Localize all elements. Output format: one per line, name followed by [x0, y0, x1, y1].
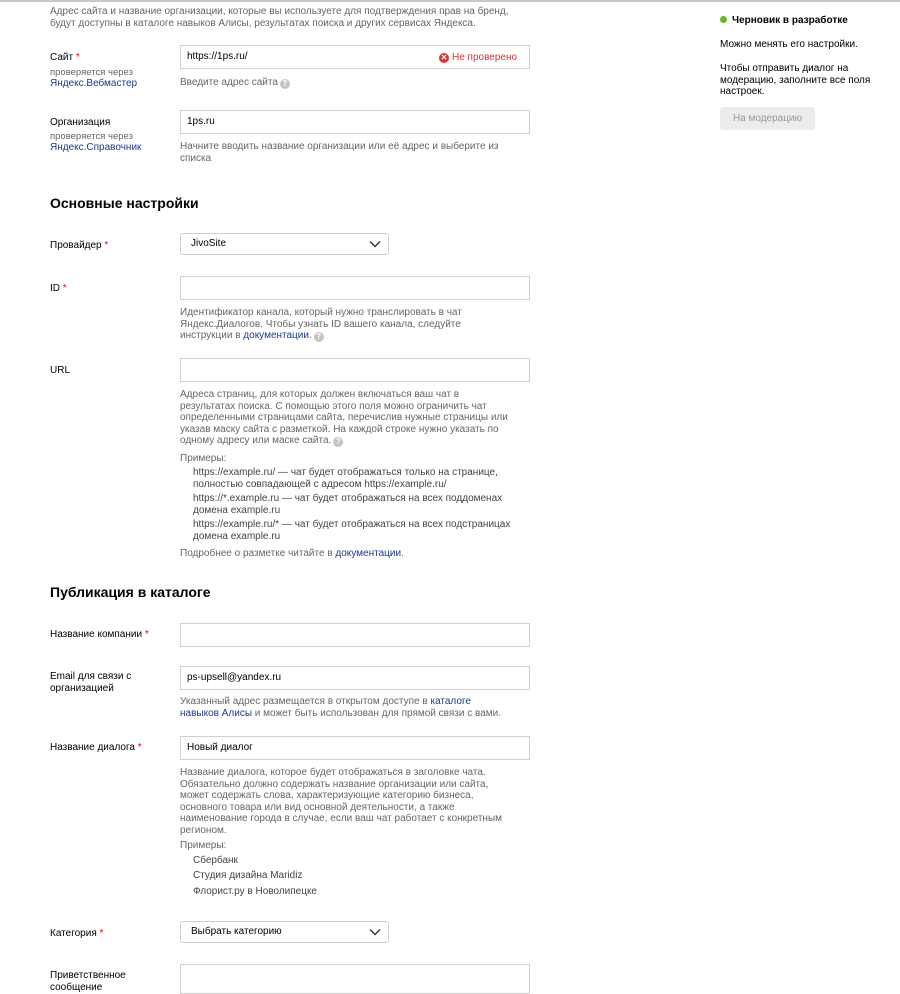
help-icon[interactable]: ? [333, 437, 343, 447]
section-title-catalog: Публикация в каталоге [50, 584, 211, 600]
site-label: Сайт * [50, 52, 80, 63]
greeting-label: Приветственное сообщение [50, 970, 126, 993]
email-label: Email для связи с организацией [50, 671, 132, 694]
help-icon[interactable]: ? [314, 332, 324, 342]
spravochnik-link[interactable]: Яндекс.Справочник [50, 142, 142, 153]
email-hint: Указанный адрес размещается в открытом доступе в каталоге навыков Алисы и может быть использован для прямой связи с вами. [180, 696, 502, 719]
chevron-down-icon [369, 928, 381, 936]
dialog-example: Сбербанк [193, 855, 238, 866]
markup-docs-link[interactable]: документации [335, 548, 402, 559]
provider-select[interactable]: JivoSite [180, 233, 389, 255]
draft-status: Черновик в разработке [720, 15, 848, 26]
id-label: ID * [50, 283, 67, 294]
section-title-basic: Основные настройки [50, 195, 199, 211]
webmaster-link[interactable]: Яндекс.Вебмастер [50, 78, 138, 89]
site-input[interactable]: https://1ps.ru/ [180, 45, 530, 69]
organization-hint: Начните вводить название организации или её адрес и выберите из списка [180, 141, 499, 164]
dialog-name-hint: Название диалога, которое будет отображаться в заголовке чата. Обязательно должно содержать название организации или сайта, может содержать слова, характеризующие категорию бизнеса, основного товара или вид основной деятельности, а также наименование города в случае, если ваш чат работает с конкретным регионом. [180, 767, 503, 836]
error-icon: ✕ [440, 53, 448, 62]
dialog-example: Студия дизайна Maridiz [193, 870, 303, 881]
help-icon[interactable]: ? [280, 79, 290, 89]
category-label: Категория * [50, 928, 104, 939]
url-examples-title: Примеры: [180, 453, 227, 464]
id-hint: Идентификатор канала, который нужно транслировать в чат Яндекс.Диалогов. Чтобы узнать ID вашего канала, следуйте инструкции в документации. ? [180, 307, 462, 341]
sidebar-moderation-note: Чтобы отправить диалог на модерацию, заполните все поля настроек. [720, 63, 871, 97]
site-hint: Введите адрес сайта ? [180, 77, 290, 89]
chevron-down-icon [369, 240, 381, 248]
url-example-2: https://*.example.ru — чат будет отображаться на всех поддоменах домена example.ru [193, 493, 503, 516]
category-select[interactable]: Выбрать категорию [180, 921, 389, 943]
email-input[interactable]: ps-upsell@yandex.ru [180, 666, 530, 690]
url-hint: Адреса страниц, для которых должен включаться ваш чат в результатах поиска. С помощью этого поля можно ограничить чат определенными страницами сайта, перечислив нужные страницы или указав маску сайта с разметкой. На каждой строке нужно указать по одному адресу или маске сайта. ? [180, 389, 508, 446]
dialog-example: Флорист.ру в Новолипецке [193, 886, 317, 897]
url-input[interactable] [180, 358, 530, 382]
top-divider [0, 0, 900, 2]
dialog-name-input[interactable]: Новый диалог [180, 736, 530, 760]
url-label: URL [50, 365, 71, 376]
dialog-name-label: Название диалога * [50, 742, 142, 753]
organization-input[interactable]: 1ps.ru [180, 110, 530, 134]
id-docs-link[interactable]: документации [243, 330, 309, 341]
moderation-button[interactable]: На модерацию [720, 107, 815, 130]
url-example-1: https://example.ru/ — чат будет отображаться только на странице, полностью совпадающей с адресом https://example.ru/ [193, 467, 498, 490]
status-dot-icon [720, 16, 727, 23]
id-input[interactable] [180, 276, 530, 300]
site-checked-by: проверяется через [50, 67, 133, 78]
organization-label: Организация [50, 117, 111, 128]
url-more: Подробнее о разметке читайте в документации. [180, 548, 404, 559]
dialog-examples-title: Примеры: [180, 840, 227, 851]
intro-text: Адрес сайта и название организации, которые вы используете для подтверждения прав на бренд, будут доступны в каталоге навыков Алисы, результатах поиска и других сервисах Яндекса. [50, 6, 509, 29]
provider-label: Провайдер * [50, 240, 109, 251]
sidebar-editable-note: Можно менять его настройки. [720, 39, 858, 50]
site-status: Не проверено [452, 52, 518, 63]
url-example-3: https://example.ru/* — чат будет отображаться на всех подстраницах домена example.ru [193, 519, 511, 542]
organization-checked-by: проверяется через [50, 131, 133, 142]
company-input[interactable] [180, 623, 530, 647]
catalog-link-cont[interactable]: навыков Алисы [180, 707, 253, 719]
greeting-input[interactable] [180, 964, 530, 994]
catalog-link[interactable]: каталоге [430, 696, 471, 707]
company-label: Название компании * [50, 629, 149, 640]
